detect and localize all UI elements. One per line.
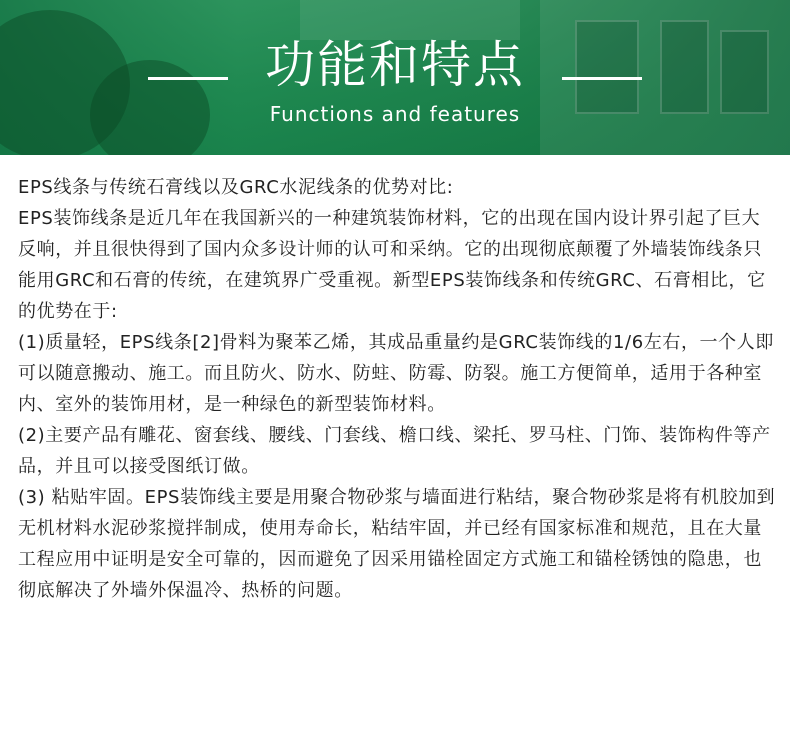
page-subtitle: Functions and features <box>269 102 521 126</box>
paragraph-point-2: (2)主要产品有雕花、窗套线、腰线、门套线、檐口线、梁托、罗马柱、门饰、装饰构件等产品，并且可以接受图纸订做。 <box>18 425 771 477</box>
paragraph-point-1: (1)质量轻，EPS线条[2]骨料为聚苯乙烯，其成品重量约是GRC装饰线的1/6左右，一个人即可以随意搬动、施工。而且防火、防水、防蛀、防霉、防裂。施工方便简单，适用于各种室内、室外的装饰用材，是一种绿色的新型装饰材料。 <box>18 332 774 415</box>
page-title: 功能和特点 <box>265 36 525 94</box>
title-divider-right <box>562 77 642 80</box>
paragraph-intro: EPS线条与传统石膏线以及GRC水泥线条的优势对比: <box>18 177 454 198</box>
header-banner <box>0 0 790 155</box>
paragraph-point-3: (3) 粘贴牢固。EPS装饰线主要是用聚合物砂浆与墙面进行粘结，聚合物砂浆是将有机胶加到无机材料水泥砂浆搅拌制成，使用寿命长，粘结牢固，并已经有国家标准和规范，且在大量工程应用中证明是安全可靠的，因而避免了因采用锚栓固定方式施工和锚栓锈蚀的隐患，也彻底解决了外墙外保温冷、热桥的问题。 <box>18 487 776 601</box>
title-row <box>0 30 790 100</box>
paragraph-overview: EPS装饰线条是近几年在我国新兴的一种建筑装饰材料，它的出现在国内设计界引起了巨大反响，并且很快得到了国内众多设计师的认可和采纳。它的出现彻底颠覆了外墙装饰线条只能用GRC和石膏的传统，在建筑界广受重视。新型EPS装饰线条和传统GRC、石膏相比，它的优势在于: <box>18 208 766 322</box>
content-body <box>18 172 778 606</box>
